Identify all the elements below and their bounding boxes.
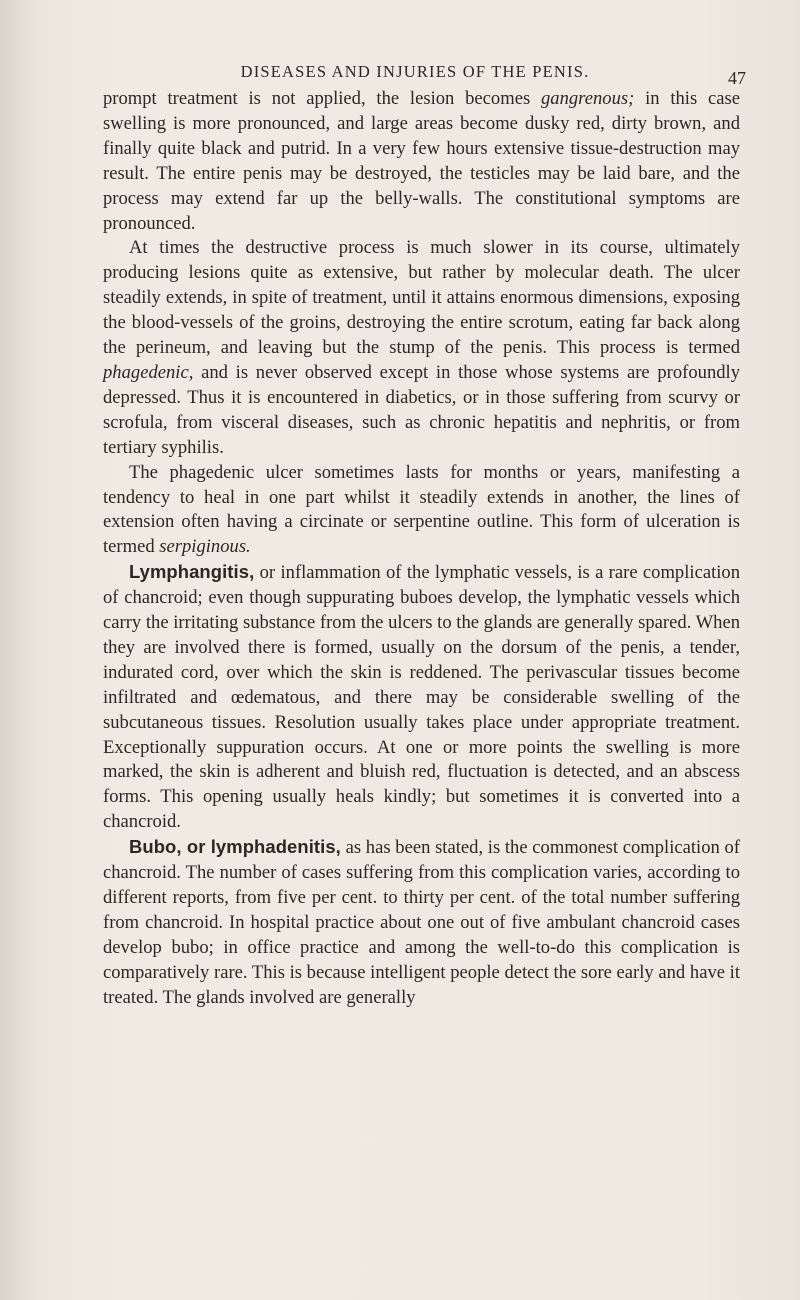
heading-term-bubo: Bubo,: [129, 836, 182, 858]
heading-term-lymphangitis: Lymphangitis,: [129, 561, 255, 583]
paragraph-lymphangitis: [103, 560, 740, 835]
italic-term-serpiginous: serpiginous.: [159, 536, 251, 558]
paragraph-text: or inflammation of the lymphatic vessels, is a rare complication of chancroid; even though suppurating buboes develop, the lymphatic vessels which carry the irritating substance from the ulcers to the glands are generally spared. When they are involved there is formed, usually on the dorsum of the penis, a tender, indurated cord, over which the skin is reddened. The perivascular tissues become infiltrated and œdematous, and there may be considerable swelling of the subcutaneous tissues. Resolution usually takes place under appropriate treatment. Exceptionally suppuration occurs. At one or more points the swelling is more marked, the skin is adherent and bluish red, fluctuation is detected, and an abscess forms. This opening usually heals kindly; but sometimes it is converted into a chancroid.: [103, 562, 740, 833]
paragraph-gangrenous: [103, 87, 740, 236]
paragraph-text: as has been stated, is the commonest complication of chancroid. The number of cases suffering from this complication varies, according to different reports, from five per cent. to thirty per cent. of the total number suffering from chancroid. In hospital practice about one out of five ambulant chancroid cases develop bubo; in office practice and among the well-to-do this complication is comparatively rare. This is because intelligent people detect the sore early and have it treated. The glands involved are generally: [103, 837, 740, 1008]
italic-term-phagedenic: phagedenic,: [103, 361, 194, 383]
heading-term-joiner: or: [181, 836, 211, 858]
paragraph-phagedenic: [103, 236, 740, 460]
paragraph-bubo: [103, 835, 740, 1010]
running-head: DISEASES AND INJURIES OF THE PENIS.: [240, 62, 590, 81]
page-number: 47: [728, 68, 746, 88]
paragraph-text: and is never observed except in those whose systems are profoundly depressed. Thus it is encountered in diabetics, or in those suffering from scurvy or scrofula, from visceral diseases, such as chronic hepatitis and nephritis, or from tertiary syphilis.: [103, 361, 740, 458]
paragraph-text: prompt treatment is not applied, the lesion becomes: [103, 88, 541, 109]
body-text: [103, 87, 740, 1011]
italic-term-gangrenous: gangrenous;: [540, 88, 635, 109]
paragraph-text: At times the destructive process is much slower in its course, ultimately producing lesions quite as extensive, but rather by molecular death. The ulcer steadily extends, in spite of treatment, until it attains enormous dimensions, exposing the blood-vessels of the groins, destroying the entire scrotum, eating far back along the perineum, and leaving but the stump of the penis. This process is termed: [103, 237, 740, 359]
heading-term-lymphadenitis: lymphadenitis,: [210, 836, 341, 858]
paragraph-serpiginous: [103, 461, 740, 561]
paragraph-text: The phagedenic ulcer sometimes lasts for months or years, manifesting a tendency to heal in one part whilst it steadily extends in another, the lines of extension often having a circinate or serpentine outline. This form of ulceration is termed: [103, 461, 740, 558]
paragraph-text: in this case swelling is more pronounced, and large areas become dusky red, dirty brown, and finally quite black and putrid. In a very few hours extensive tissue-destruction may result. The entire penis may be destroyed, the testicles may be laid bare, and the process may extend far up the belly-walls. The constitutional symptoms are pronounced.: [103, 88, 740, 234]
